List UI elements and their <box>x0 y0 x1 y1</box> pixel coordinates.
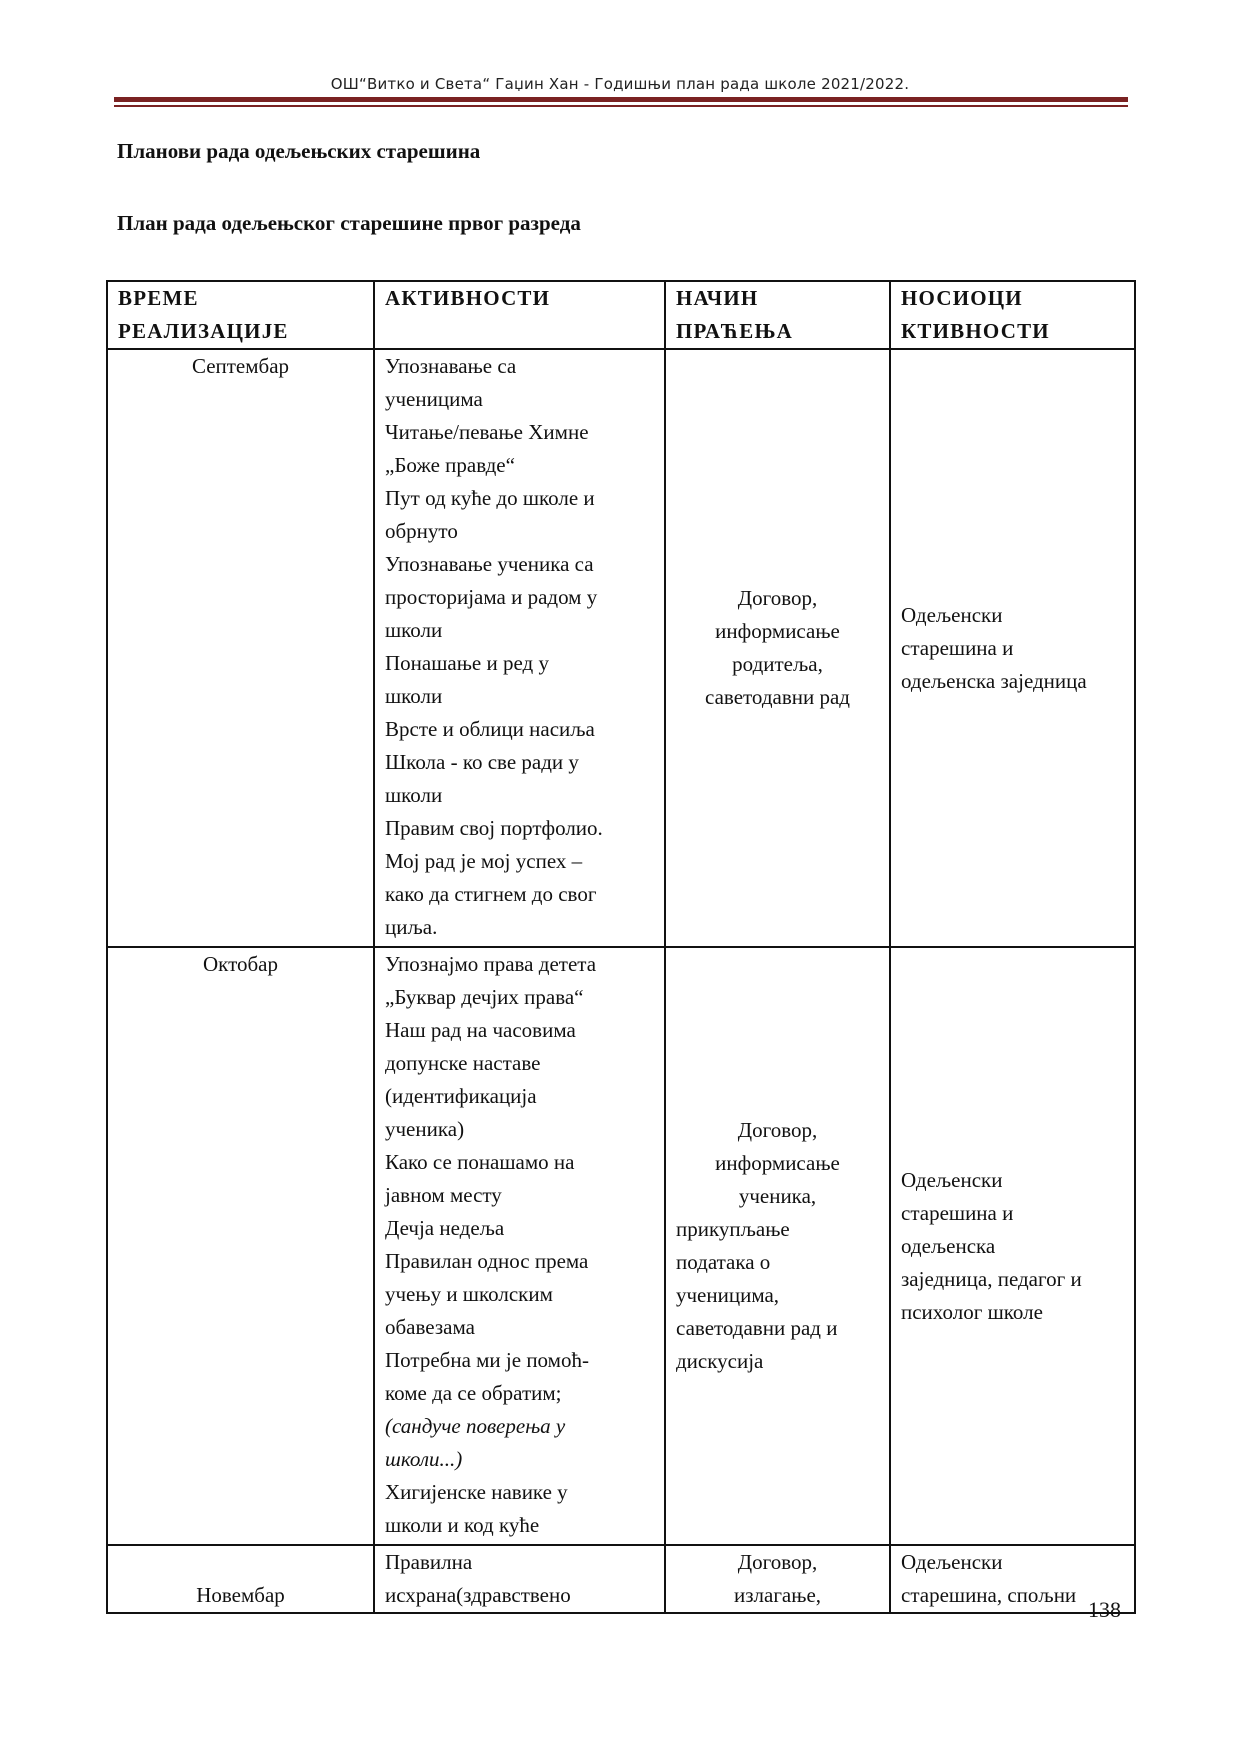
activity-line: „Боже правде“ <box>385 453 515 477</box>
method-line: Договор, <box>737 1550 818 1574</box>
activity-line: Мој рад је мој успех – <box>385 849 583 873</box>
cell-activities <box>374 947 665 1545</box>
header-activities <box>374 281 665 349</box>
activity-line: учењу и школским <box>385 1282 553 1306</box>
header-time-line: ВРЕМЕ <box>118 286 199 310</box>
header-carriers-line: НОСИОЦИ <box>901 286 1023 310</box>
activity-line: како да стигнем до свог <box>385 882 597 906</box>
activity-line: Врсте и облици насиља <box>385 717 595 741</box>
activity-line: Дечја недеља <box>385 1216 505 1240</box>
header-activities-line: АКТИВНОСТИ <box>385 286 551 310</box>
class-teacher-plan-table <box>106 280 1136 1614</box>
carriers-line: психолог школе <box>901 1299 1043 1324</box>
header-method <box>665 281 890 349</box>
activity-line: коме да се обратим; <box>385 1381 562 1405</box>
activity-line: просторијама и радом у <box>385 585 598 609</box>
activity-line: школи и код куће <box>385 1513 540 1537</box>
activity-line: обрнуто <box>385 519 458 543</box>
method-line: прикупљање <box>676 1217 790 1241</box>
activity-line: Школа - ко све ради у <box>385 750 579 774</box>
carriers-line: Одељенски <box>901 602 1003 627</box>
activity-line: допунске наставе <box>385 1051 541 1075</box>
method-line: података о <box>676 1250 771 1274</box>
table-row <box>107 947 1135 1545</box>
table-row <box>107 1545 1135 1613</box>
activity-line: Правим свој портфолио. <box>385 816 603 840</box>
activity-line: Правилна <box>385 1550 473 1574</box>
activity-line: Понашање и ред у <box>385 651 549 675</box>
cell-activities <box>374 1545 665 1613</box>
carriers-line: одељенска заједница <box>901 668 1087 693</box>
activity-line: Упознавање са <box>385 354 517 378</box>
cell-time: Септембар <box>107 349 374 947</box>
method-line: Договор, <box>737 586 818 610</box>
header-rule-thick <box>114 97 1128 102</box>
activity-line: циља. <box>385 915 438 939</box>
table-header-row <box>107 281 1135 349</box>
activity-line: школи...) <box>385 1447 463 1471</box>
section-title: Планови рада одељењских старешина <box>117 139 481 163</box>
carriers-line: старешина, спољни <box>901 1583 1077 1607</box>
cell-carriers <box>890 349 1135 947</box>
method-line: излагање, <box>733 1583 822 1607</box>
activity-line: (идентификација <box>385 1084 537 1108</box>
carriers-line: Одељенски <box>901 1167 1003 1192</box>
activity-line: ученицима <box>385 387 483 411</box>
header-time-line: РЕАЛИЗАЦИЈЕ <box>118 319 289 343</box>
activity-line: Наш рад на часовима <box>385 1018 576 1042</box>
activity-line: Потребна ми је помоћ- <box>385 1348 589 1372</box>
carriers-line: старешина и <box>901 1200 1014 1225</box>
method-line: ученика, <box>738 1184 817 1208</box>
carriers-line: старешина и <box>901 635 1014 660</box>
cell-time: Октобар <box>107 947 374 1545</box>
carriers-line: Одељенски <box>901 1550 1003 1574</box>
activity-line: Упознавање ученика са <box>385 552 594 576</box>
carriers-line: одељенска <box>901 1233 996 1258</box>
activity-line: Пут од куће до школе и <box>385 486 595 510</box>
cell-time: Новембар <box>107 1545 374 1613</box>
header-carriers <box>890 281 1135 349</box>
page-number: 138 <box>1088 1597 1121 1622</box>
cell-activities <box>374 349 665 947</box>
activity-line: Упознајмо права детета <box>385 952 597 976</box>
activity-line: исхрана(здравствено <box>385 1583 571 1607</box>
activity-line: обавезама <box>385 1315 475 1339</box>
activity-line: јавном месту <box>385 1183 502 1207</box>
method-line: ученицима, <box>676 1283 780 1307</box>
method-line: саветодавни рад и <box>676 1316 838 1340</box>
method-line: дискусија <box>676 1349 764 1373</box>
header-method-line: НАЧИН <box>676 286 759 310</box>
activity-line: Хигијенске навике у <box>385 1480 568 1504</box>
running-header: ОШ“Витко и Света“ Гаџин Хан - Годишњи план рада школе 2021/2022. <box>330 75 910 93</box>
activity-line: школи <box>385 783 443 807</box>
cell-method <box>665 947 890 1545</box>
header-method-line: ПРАЋЕЊА <box>676 319 794 343</box>
activity-line: Правилан однос према <box>385 1249 589 1273</box>
activity-line: Читање/певање Химне <box>385 420 589 444</box>
method-line: информисање <box>715 619 840 643</box>
activity-line: Како се понашамо на <box>385 1150 575 1174</box>
table-row <box>107 349 1135 947</box>
subsection-title: План рада одељењског старешине првог разреда <box>117 211 581 235</box>
activity-line: ученика) <box>385 1117 465 1141</box>
method-line: Договор, <box>737 1118 818 1142</box>
cell-method <box>665 349 890 947</box>
header-rule-thin <box>114 105 1128 107</box>
header-time <box>107 281 374 349</box>
activity-line: (сандуче поверења у <box>385 1414 566 1438</box>
method-line: родитеља, <box>732 652 823 676</box>
method-line: информисање <box>715 1151 840 1175</box>
method-line: саветодавни рад <box>705 685 850 709</box>
activity-line: школи <box>385 684 443 708</box>
cell-carriers <box>890 947 1135 1545</box>
activity-line: „Буквар дечјих права“ <box>385 985 584 1009</box>
header-carriers-line: КТИВНОСТИ <box>901 319 1050 343</box>
activity-line: школи <box>385 618 443 642</box>
carriers-line: заједница, педагог и <box>901 1266 1082 1291</box>
cell-method <box>665 1545 890 1613</box>
